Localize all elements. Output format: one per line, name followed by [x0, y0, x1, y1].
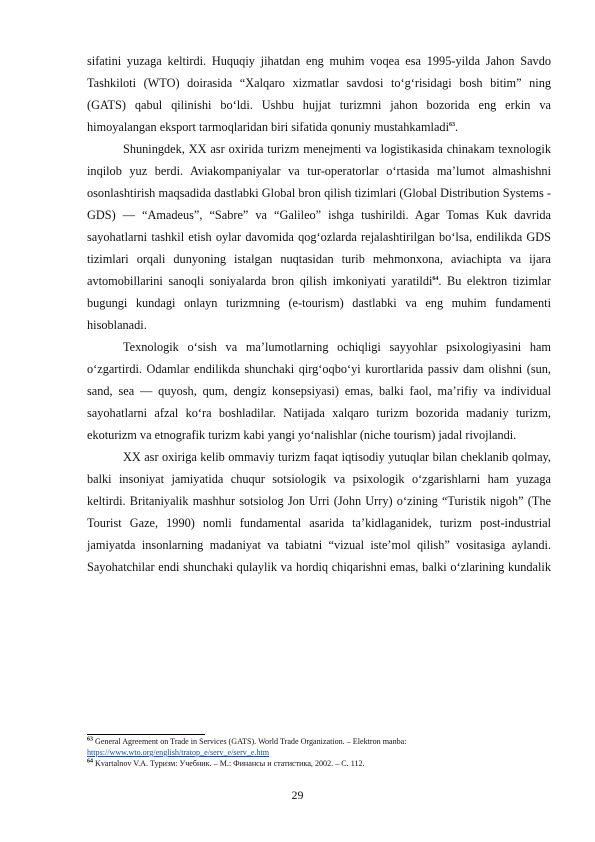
page-number: 29	[291, 788, 304, 802]
paragraph-2-tail: . Bu elektron tizimlar bugungi kundagi onlayn turizmning (e-tourism) dastlabki va eng muhim fundamenti hisoblanadi.	[87, 274, 551, 332]
paragraph-2-text: Shuningdek, XX asr oxirida turizm menejmenti va logistikasida chinakam texnologik inqilob yuz berdi. Aviakompaniyalar va tur-operatorlar o‘rtasida ma’lumot almashishni osonlashtirish maqsadida dastlabki Global bron qilish tizimlari (Global Distribution Systems - GDS) — “Amadeus”, “Sabre” va “Galileo” ishga tushirildi. Agar Tomas Kuk davrida sayohatlarni tashkil etish oylar davomida qog‘ozlarda rejalashtirilgan bo‘lsa, endilikda GDS tizimlari orqali dunyoning istalgan nuqtasidan turib mehmonxona, aviachipta va ijara avtomobillarini sanoqli soniyalarda bron qilish imkoniyati yaratildi	[87, 142, 551, 288]
paragraph-1-tail: .	[455, 120, 459, 134]
body-text	[87, 50, 551, 578]
footnote-64	[87, 758, 557, 769]
footnotes	[87, 736, 557, 769]
paragraph-4-text: XX asr oxiriga kelib ommaviy turizm faqat iqtisodiy yutuqlar bilan cheklanib qolmay, balki insoniyat jamiyatida chuqur sotsiologik va psixologik o‘zgarishlarni ham yuzaga keltirdi. Britaniyalik mashhur sotsiolog Jon Urri (John Urry) o‘zining “Turistik nigoh” (The Tourist Gaze, 1990) nomli fundamental asarida ta’kidlaganidek, turizm post-industrial jamiyatda insonlarning madaniyat va tabiatni “vizual iste’mol qilish” vositasiga aylandi. Sayohatchilar endi shunchaki qulaylik va hordiq chiqarishni emas, balki o‘zlarining kundalik	[87, 450, 551, 574]
footnote-text: Kvartalnov V.A. Туризм: Учебник. – М.: Финансы и статистика, 2002. – С. 112.	[93, 759, 365, 768]
footnote-text: General Agreement on Trade in Services (GATS). World Trade Organization. – Elektron manba:	[93, 737, 407, 746]
paragraph-1	[87, 50, 551, 138]
paragraph-3-text: Texnologik o‘sish va ma’lumotlarning ochiqligi sayyohlar psixologiyasini ham o‘zgartirdi. Odamlar endilikda shunchaki qirg‘oqbo‘yi kurortlarida passiv dam olishni (sun, sand, sea — quyosh, qum, dengiz konsepsiyasi) emas, balki faol, ma’rifiy va individual sayohatlarni afzal ko‘ra boshladilar. Natijada xalqaro turizm bozorida madaniy turizm, ekoturizm va etnografik turizm kabi yangi yo‘nalishlar (niche tourism) jadal rivojlandi.	[87, 340, 551, 442]
paragraph-1-text: sifatini yuzaga keltirdi. Huquqiy jihatdan eng muhim voqea esa 1995-yilda Jahon Savdo Tashkiloti (WTO) doirasida “Xalqaro xizmatlar savdosi to‘g‘risidagi bosh bitim” ning (GATS) qabul qilinishi bo‘ldi. Ushbu hujjat turizmni jahon bozorida eng erkin va himoyalangan eksport tarmoqlaridan biri sifatida qonuniy mustahkamladi	[87, 54, 551, 134]
footnote-ref-64[interactable]: 64	[432, 275, 439, 282]
paragraph-3	[87, 336, 551, 446]
paragraph-2	[87, 138, 551, 336]
footnote-ref-63[interactable]: 63	[449, 121, 455, 128]
paragraph-4	[87, 446, 551, 578]
footnote-number: 64	[87, 758, 93, 765]
footnote-63	[87, 736, 557, 758]
footnote-number: 63	[87, 736, 93, 743]
footnote-divider	[87, 734, 205, 735]
footnote-link[interactable]: https://www.wto.org/english/tratop_e/serv_e/serv_e.htm	[87, 748, 270, 757]
